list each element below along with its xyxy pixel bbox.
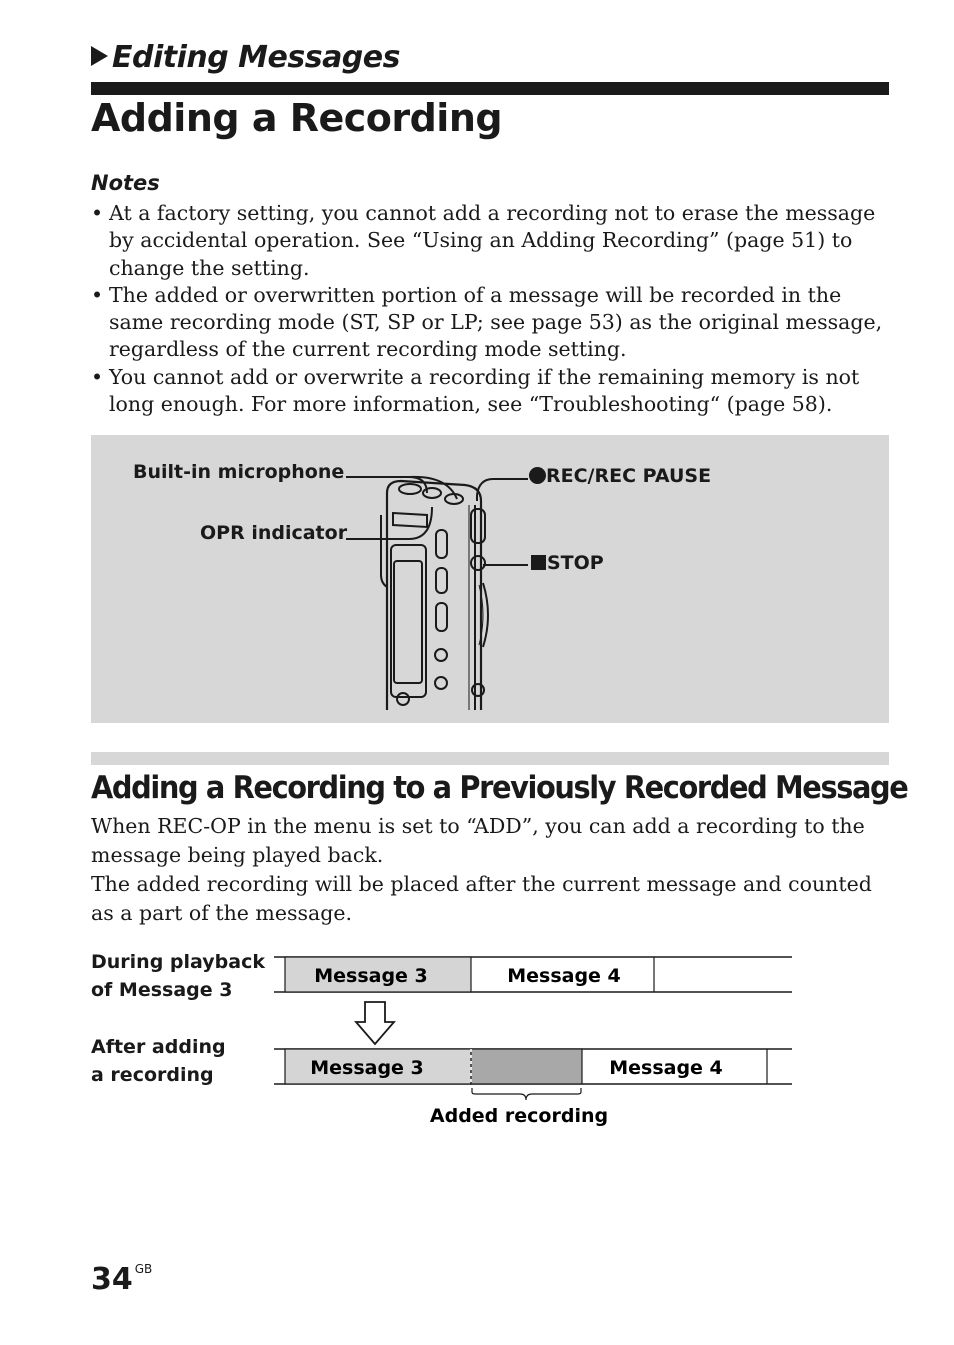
section-label	[91, 40, 400, 75]
page-number: 34 $^{GB}$	[91, 1262, 153, 1297]
diagram-label-before: During playback of Message 3	[91, 951, 265, 1001]
added-recording-brace	[472, 1088, 581, 1100]
section-title: Adding a Recording to a Previously Recorded Message	[91, 770, 908, 806]
bullet: •	[91, 201, 104, 225]
page-title: Adding a Recording	[91, 96, 503, 140]
notes-title: Notes	[91, 171, 160, 195]
bullet: •	[91, 364, 104, 389]
section-rule	[91, 752, 889, 765]
block-label: Message 4	[507, 965, 621, 987]
note-text: You cannot add or overwrite a recording if the remaining memory is not long enough. For more information, see “Troubleshooting“ (page 58).	[109, 364, 860, 417]
note-item	[91, 282, 891, 364]
paragraph: The added recording will be placed after the current message and counted as a part of the message.	[91, 872, 872, 925]
label-opr-indicator: OPR indicator	[200, 522, 348, 544]
notes-list	[91, 200, 891, 418]
page-region: GB	[134, 1262, 153, 1276]
note-text: At a factory setting, you cannot add a recording not to erase the message by accidental operation. See “Using an Adding Recording” (page 51) to change the setting.	[109, 201, 876, 280]
note-item	[91, 364, 891, 419]
label-rec-rec-pause: REC/REC PAUSE	[529, 465, 711, 487]
label-built-in-microphone: Built-in microphone	[133, 461, 345, 483]
triangle-marker-icon	[91, 46, 108, 66]
title-rule	[91, 82, 889, 95]
message-diagram	[270, 950, 800, 1140]
label-stop: STOP	[531, 552, 604, 574]
note-item	[91, 200, 891, 282]
block-label: Message 3	[314, 965, 428, 987]
note-text: The added or overwritten portion of a message will be recorded in the same recording mode (ST, SP or LP; see page 53) as the original message, regardless of the current recording mode setting.	[109, 282, 883, 362]
diagram-label-after: After adding a recording	[91, 1036, 226, 1086]
paragraph: When REC-OP in the menu is set to “ADD”, you can add a recording to the message being played back.	[91, 814, 865, 867]
block-label: Message 3	[310, 1057, 424, 1079]
down-arrow-icon	[356, 1002, 394, 1044]
block-added-recording	[471, 1049, 582, 1084]
added-recording-caption: Added recording	[429, 1105, 609, 1127]
bullet: •	[91, 282, 104, 307]
section-label-text: Editing Messages	[112, 40, 400, 75]
device-figure	[91, 435, 889, 723]
block-label: Message 4	[609, 1057, 723, 1079]
ic-recorder-drawing	[91, 435, 889, 723]
